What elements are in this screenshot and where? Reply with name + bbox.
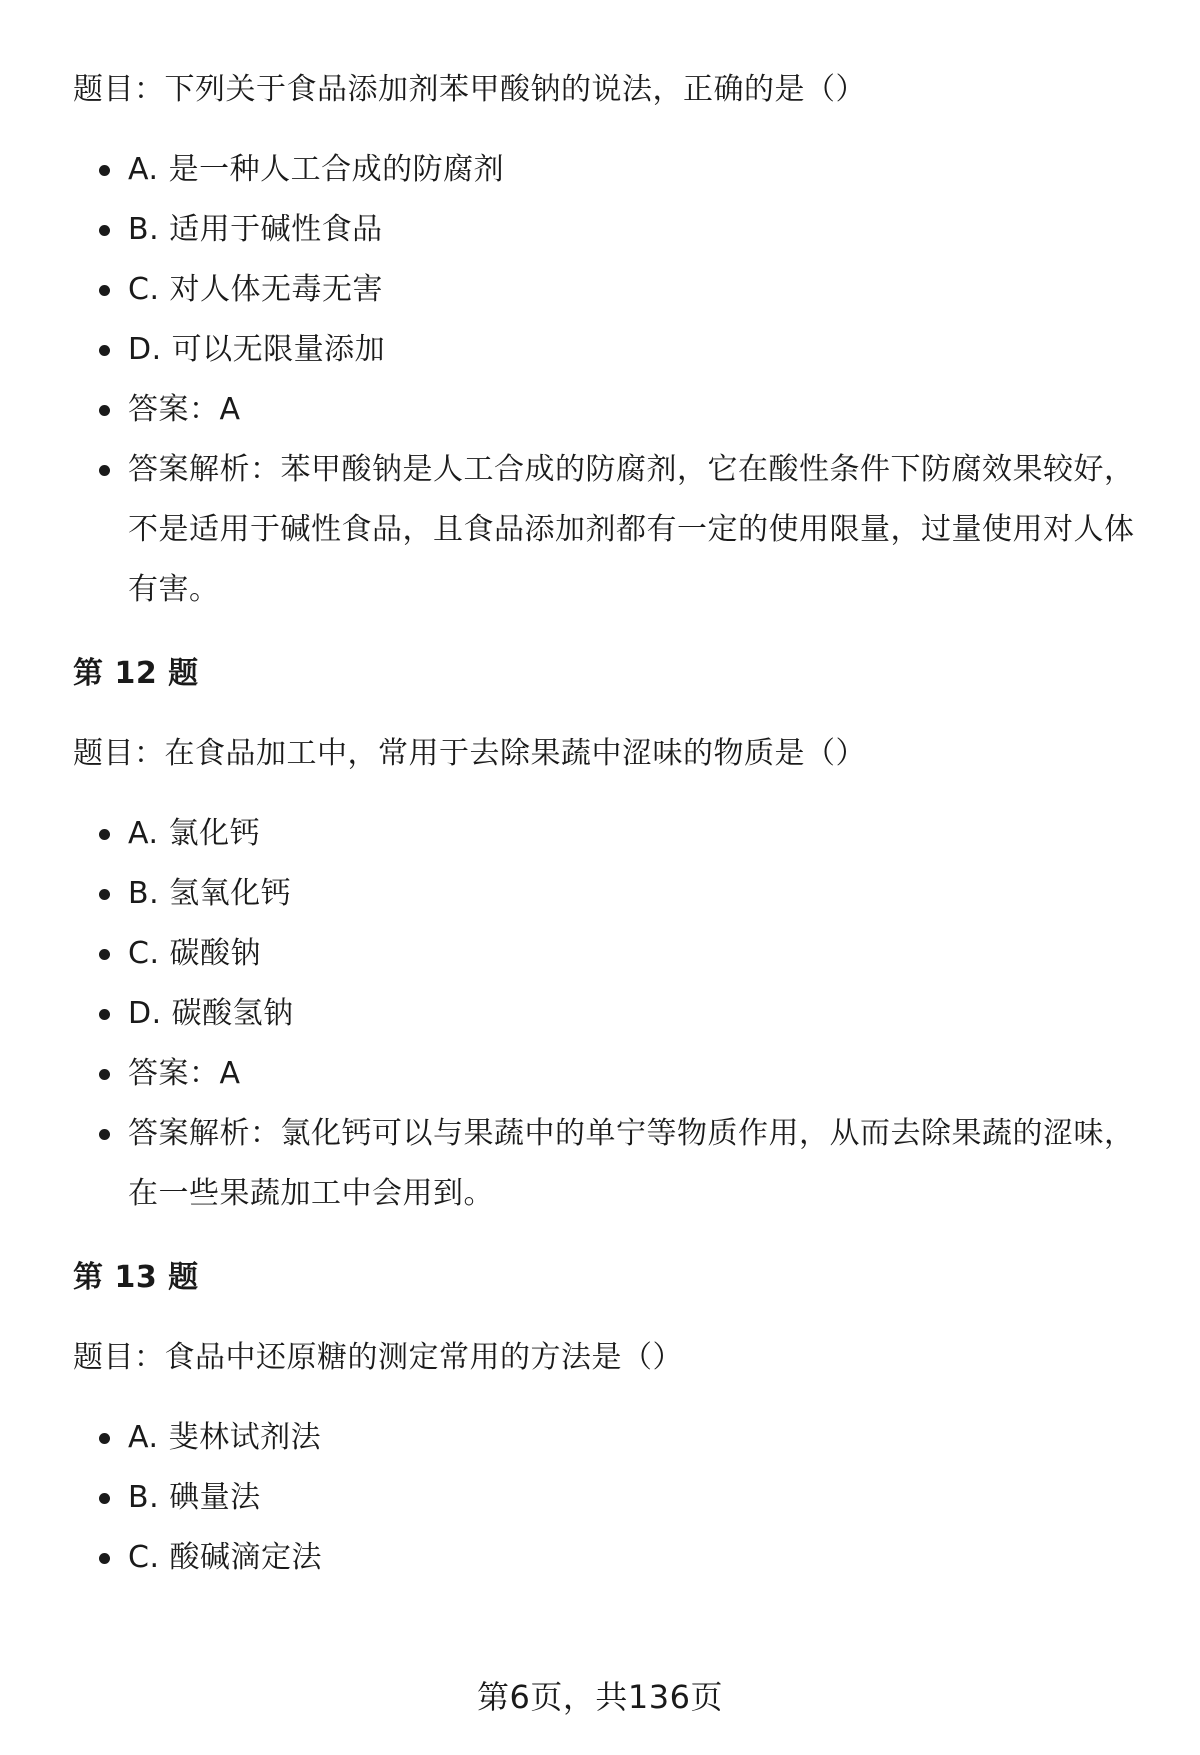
question-heading: 第 12 题 xyxy=(73,656,199,691)
option-c: C. 对人体无毒无害 xyxy=(73,260,1153,320)
option-a: A. 氯化钙 xyxy=(73,804,1153,864)
answer: 答案：A xyxy=(73,1044,1153,1104)
option-a: A. 是一种人工合成的防腐剂 xyxy=(73,140,1153,200)
option-b: B. 碘量法 xyxy=(73,1468,1153,1528)
option-list xyxy=(73,804,1153,1224)
question-13 xyxy=(73,1250,1153,1588)
question-12 xyxy=(73,646,1153,1224)
option-b: B. 适用于碱性食品 xyxy=(73,200,1153,260)
option-c: C. 酸碱滴定法 xyxy=(73,1528,1153,1588)
option-c: C. 碳酸钠 xyxy=(73,924,1153,984)
answer: 答案：A xyxy=(73,380,1153,440)
answer-explanation: 答案解析：氯化钙可以与果蔬中的单宁等物质作用，从而去除果蔬的涩味，在一些果蔬加工中会用到。 xyxy=(73,1104,1153,1224)
option-d: D. 可以无限量添加 xyxy=(73,320,1153,380)
option-d: D. 碳酸氢钠 xyxy=(73,984,1153,1044)
question-11 xyxy=(73,62,1153,620)
option-a: A. 斐林试剂法 xyxy=(73,1408,1153,1468)
question-text: 题目：下列关于食品添加剂苯甲酸钠的说法，正确的是（） xyxy=(73,72,866,107)
option-list xyxy=(73,140,1153,620)
page-content xyxy=(73,62,1153,1588)
page-number: 第6页，共136页 xyxy=(477,1678,723,1716)
option-list xyxy=(73,1408,1153,1588)
question-heading: 第 13 题 xyxy=(73,1260,199,1295)
option-b: B. 氢氧化钙 xyxy=(73,864,1153,924)
question-text: 题目：在食品加工中，常用于去除果蔬中涩味的物质是（） xyxy=(73,736,866,771)
question-text: 题目：食品中还原糖的测定常用的方法是（） xyxy=(73,1340,683,1375)
answer-explanation: 答案解析：苯甲酸钠是人工合成的防腐剂，它在酸性条件下防腐效果较好，不是适用于碱性食品，且食品添加剂都有一定的使用限量，过量使用对人体有害。 xyxy=(73,440,1153,620)
